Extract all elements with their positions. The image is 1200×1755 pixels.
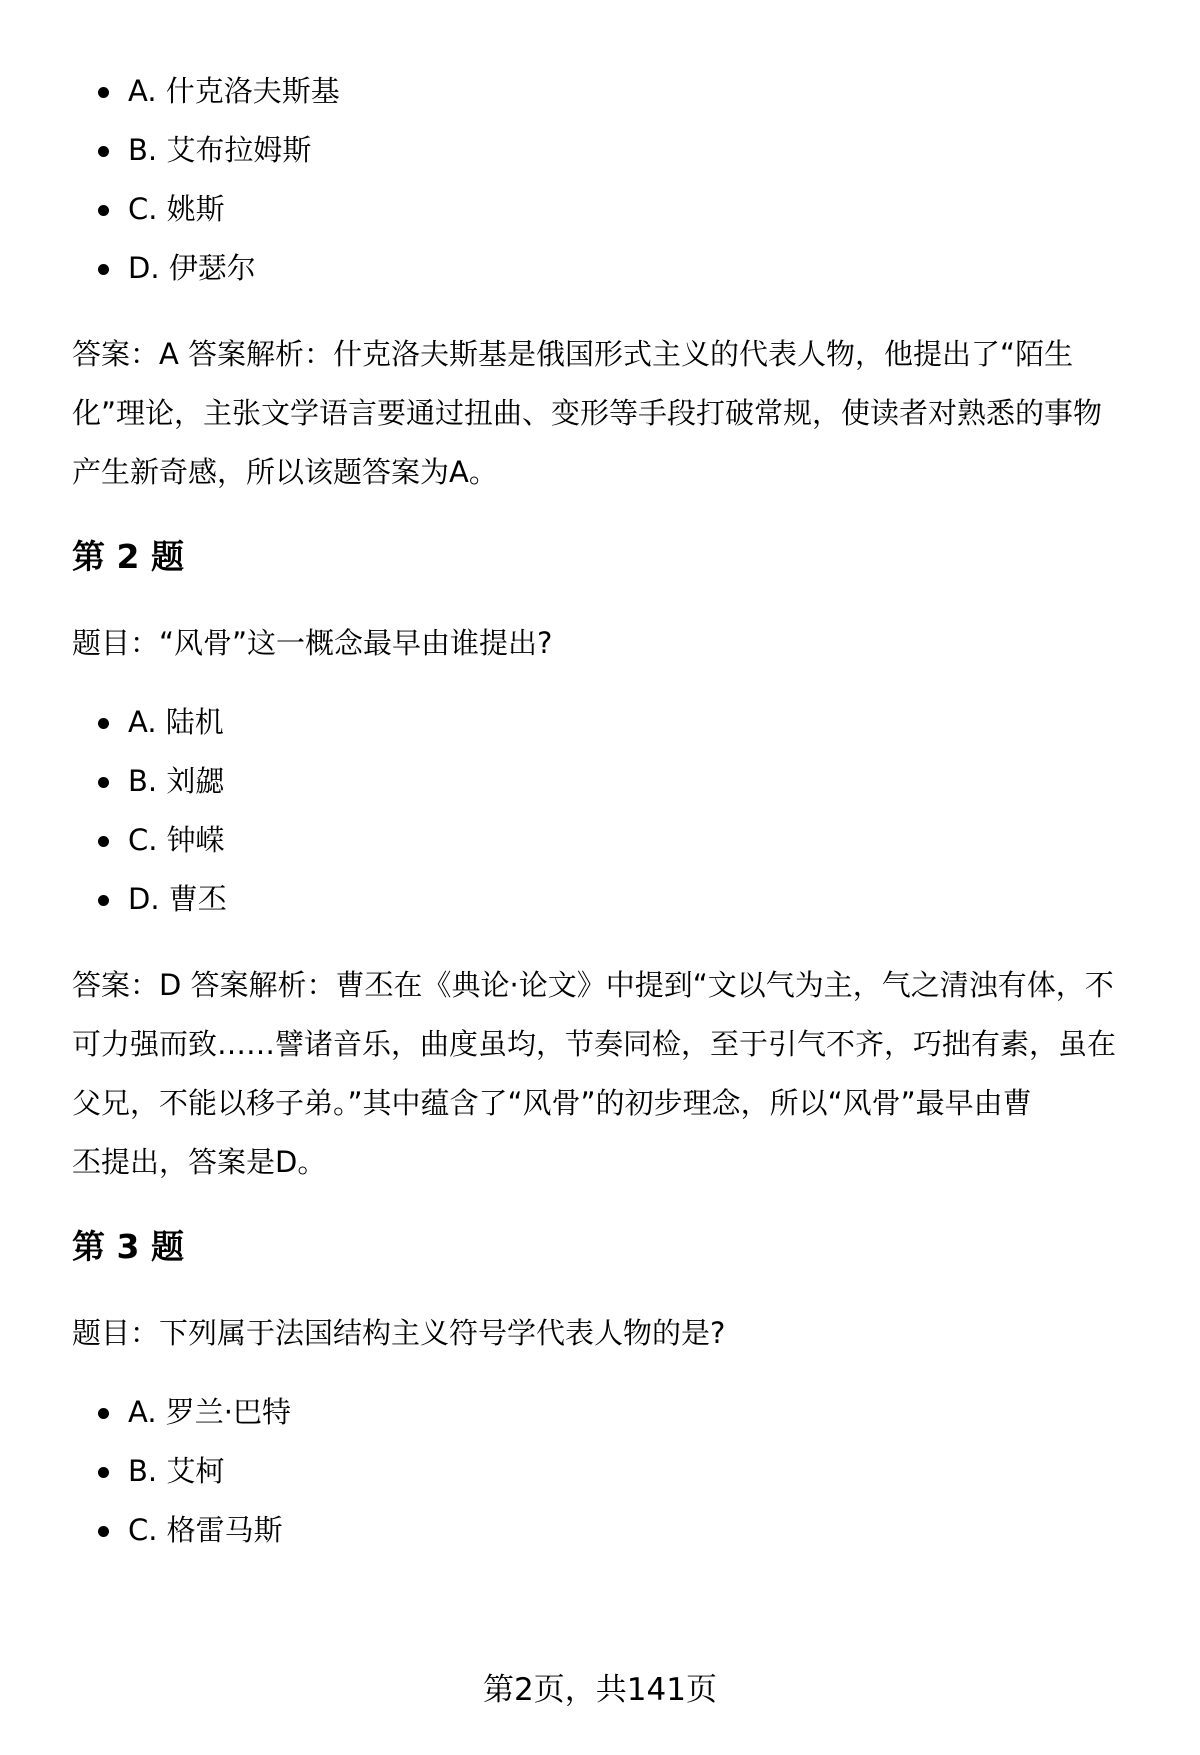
- answer-line: 答案：D 答案解析：曹丕在《典论·论文》中提到“文以气为主，气之清浊有体，不: [72, 968, 1114, 1002]
- page-number-footer: 第2页，共141页: [483, 1672, 717, 1708]
- q1-option-d: [72, 239, 1162, 298]
- option-text: C. 格雷马斯: [128, 1513, 283, 1547]
- q1-options-list: [72, 62, 1162, 298]
- page-content: [72, 62, 1162, 1560]
- q3-heading: 第 3 题: [72, 1227, 184, 1266]
- bullet-icon: [98, 895, 109, 906]
- bullet-icon: [98, 146, 109, 157]
- q3-option-c: [72, 1501, 1162, 1560]
- option-text: D. 曹丕: [128, 882, 227, 916]
- option-text: B. 刘勰: [128, 764, 225, 798]
- answer-line: 丕提出，答案是D。: [72, 1145, 327, 1179]
- option-text: A. 罗兰·巴特: [128, 1395, 291, 1429]
- bullet-icon: [98, 836, 109, 847]
- option-text: A. 什克洛夫斯基: [128, 74, 340, 108]
- q2-question: 题目：“风骨”这一概念最早由谁提出?: [72, 626, 553, 660]
- q2-heading: 第 2 题: [72, 537, 184, 576]
- q1-option-c: [72, 180, 1162, 239]
- answer-line: 可力强而致……譬诸音乐，曲度虽均，节奏同检，至于引气不齐，巧拙有素，虽在: [72, 1027, 1117, 1061]
- answer-line: 答案：A 答案解析：什克洛夫斯基是俄国形式主义的代表人物，他提出了“陌生: [72, 337, 1074, 371]
- bullet-icon: [98, 777, 109, 788]
- option-text: B. 艾布拉姆斯: [128, 133, 312, 167]
- bullet-icon: [98, 205, 109, 216]
- option-text: C. 姚斯: [128, 192, 225, 226]
- option-text: C. 钟嵘: [128, 823, 225, 857]
- answer-line: 父兄，不能以移子弟。”其中蕴含了“风骨”的初步理念，所以“风骨”最早由曹: [72, 1086, 1032, 1120]
- q3-question: 题目：下列属于法国结构主义符号学代表人物的是?: [72, 1316, 726, 1350]
- q1-option-b: [72, 121, 1162, 180]
- answer-line: 产生新奇感，所以该题答案为A。: [72, 455, 498, 489]
- bullet-icon: [98, 1467, 109, 1478]
- q3-option-b: [72, 1442, 1162, 1501]
- option-text: A. 陆机: [128, 705, 224, 739]
- bullet-icon: [98, 718, 109, 729]
- option-text: B. 艾柯: [128, 1454, 225, 1488]
- bullet-icon: [98, 1526, 109, 1537]
- q2-option-d: [72, 870, 1162, 929]
- bullet-icon: [98, 87, 109, 98]
- bullet-icon: [98, 264, 109, 275]
- q1-option-a: [72, 62, 1162, 121]
- option-text: D. 伊瑟尔: [128, 251, 256, 285]
- bullet-icon: [98, 1408, 109, 1419]
- q2-option-b: [72, 752, 1162, 811]
- q3-options-list: [72, 1383, 1162, 1560]
- q2-option-c: [72, 811, 1162, 870]
- q2-option-a: [72, 693, 1162, 752]
- q2-answer: [72, 956, 1162, 1192]
- q3-option-a: [72, 1383, 1162, 1442]
- answer-line: 化”理论，主张文学语言要通过扭曲、变形等手段打破常规，使读者对熟悉的事物: [72, 396, 1103, 430]
- q1-answer: [72, 325, 1162, 502]
- q2-options-list: [72, 693, 1162, 929]
